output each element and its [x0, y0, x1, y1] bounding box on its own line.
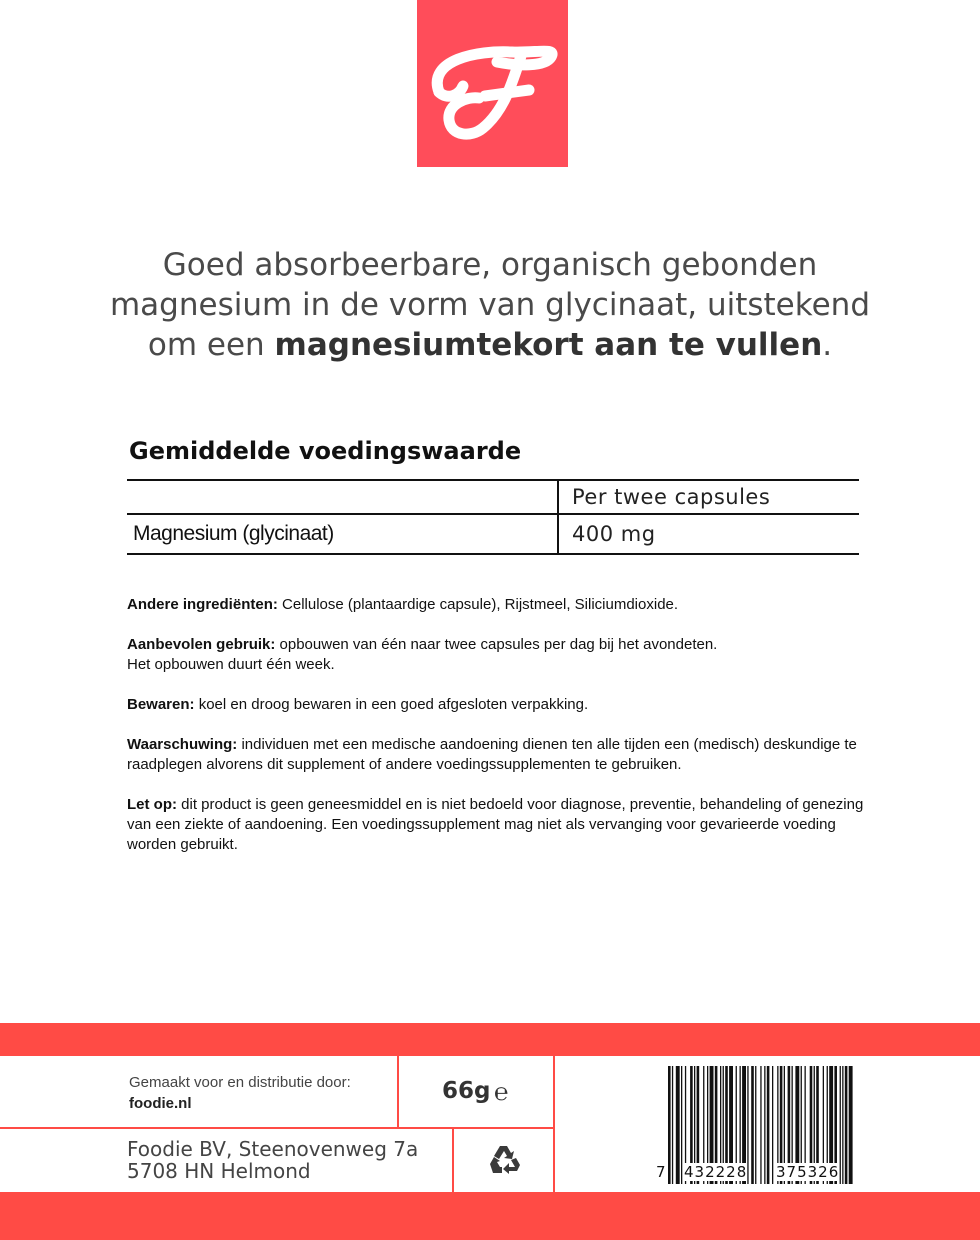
- address-line-2: 5708 HN Helmond: [127, 1159, 311, 1183]
- brand-logo: [417, 0, 568, 167]
- barcode-bar: [668, 1066, 671, 1184]
- divider: [553, 1056, 555, 1192]
- description-end: .: [822, 327, 833, 363]
- recycle-icon: [486, 1142, 526, 1178]
- net-weight: 66g: [442, 1078, 491, 1104]
- barcode-digits-left: 432228: [684, 1163, 748, 1181]
- description-highlight: magnesiumtekort aan te vullen: [274, 327, 823, 363]
- barcode-bar: [772, 1066, 773, 1184]
- barcode-bar: [751, 1066, 754, 1184]
- usage-paragraph: [127, 635, 867, 675]
- barcode-bar: [842, 1066, 843, 1184]
- storage-label: Bewaren:: [127, 696, 195, 713]
- nutrition-header-row: [127, 480, 859, 514]
- address-line-1: Foodie BV, Steenovenweg 7a: [127, 1137, 419, 1161]
- barcode-bar: [681, 1066, 682, 1184]
- product-description: [100, 245, 880, 365]
- usage-label: Aanbevolen gebruik:: [127, 636, 276, 653]
- ingredients-label: Andere ingrediënten:: [127, 596, 278, 613]
- barcode-bar: [840, 1066, 841, 1184]
- footer-band-top: [0, 1023, 980, 1056]
- warning-paragraph: [127, 735, 867, 775]
- barcode-bar: [764, 1066, 765, 1184]
- website-link[interactable]: foodie.nl: [129, 1095, 192, 1112]
- divider: [397, 1056, 399, 1128]
- nutrient-value: 400 mg: [558, 514, 859, 554]
- foodie-f-logo-icon: [417, 0, 568, 167]
- description-text: Goed absorbeerbare, organisch gebonden magnesium in de vorm van glycinaat, uitstekend om een: [109, 247, 870, 363]
- company-address: [127, 1138, 418, 1182]
- storage-text: koel en droog bewaren in een goed afgesloten verpakking.: [194, 696, 589, 713]
- nutrient-name: Magnesium (glycinaat): [127, 514, 558, 554]
- ingredients-text: Cellulose (plantaardige capsule), Rijstmeel, Siliciumdioxide.: [277, 596, 679, 613]
- divider: [0, 1127, 555, 1129]
- footer-band-bottom: [0, 1192, 980, 1240]
- barcode-bar: [767, 1066, 770, 1184]
- nutrition-header-serving: Per twee capsules: [558, 480, 859, 514]
- usage-text: opbouwen van één naar twee capsules per dag bij het avondeten.: [275, 636, 718, 653]
- barcode-bar: [849, 1066, 853, 1184]
- storage-paragraph: [127, 695, 867, 715]
- table-row: [127, 514, 859, 554]
- product-info: [127, 595, 867, 875]
- barcode-bar: [755, 1066, 756, 1184]
- nutrition-title: Gemiddelde voedingswaarde: [129, 437, 522, 465]
- note-label: Let op:: [127, 796, 177, 813]
- barcode-digit-first: 7: [656, 1163, 666, 1181]
- note-text: dit product is geen geneesmiddel en is niet bedoeld voor diagnose, preventie, behandeling of genezing van een ziekte of aandoening. Een voedingssupplement mag niet als vervanging voor gevarieerde voeding worden gebruikt.: [127, 796, 864, 853]
- nutrition-header-name: [127, 480, 558, 514]
- note-paragraph: [127, 795, 867, 855]
- warning-text: individuen met een medische aandoening dienen ten alle tijden een (medisch) deskundige te raadplegen alvorens dit supplement of andere voedingssupplementen te gebruiken.: [127, 736, 857, 773]
- barcode-bar: [672, 1066, 673, 1184]
- warning-label: Waarschuwing:: [127, 736, 238, 753]
- barcode-bar: [747, 1066, 748, 1184]
- made-by-label: Gemaakt voor en distributie door:: [129, 1074, 351, 1091]
- barcode-bar: [760, 1066, 761, 1184]
- barcode-bar: [845, 1066, 848, 1184]
- ingredients-paragraph: [127, 595, 867, 615]
- barcode-digits-right: 375326: [776, 1163, 840, 1181]
- usage-text-2: Het opbouwen duurt één week.: [127, 656, 335, 673]
- barcode-bar: [676, 1066, 680, 1184]
- divider: [452, 1128, 454, 1192]
- nutrition-table: [127, 479, 859, 555]
- estimated-sign-icon: ℮: [494, 1078, 509, 1106]
